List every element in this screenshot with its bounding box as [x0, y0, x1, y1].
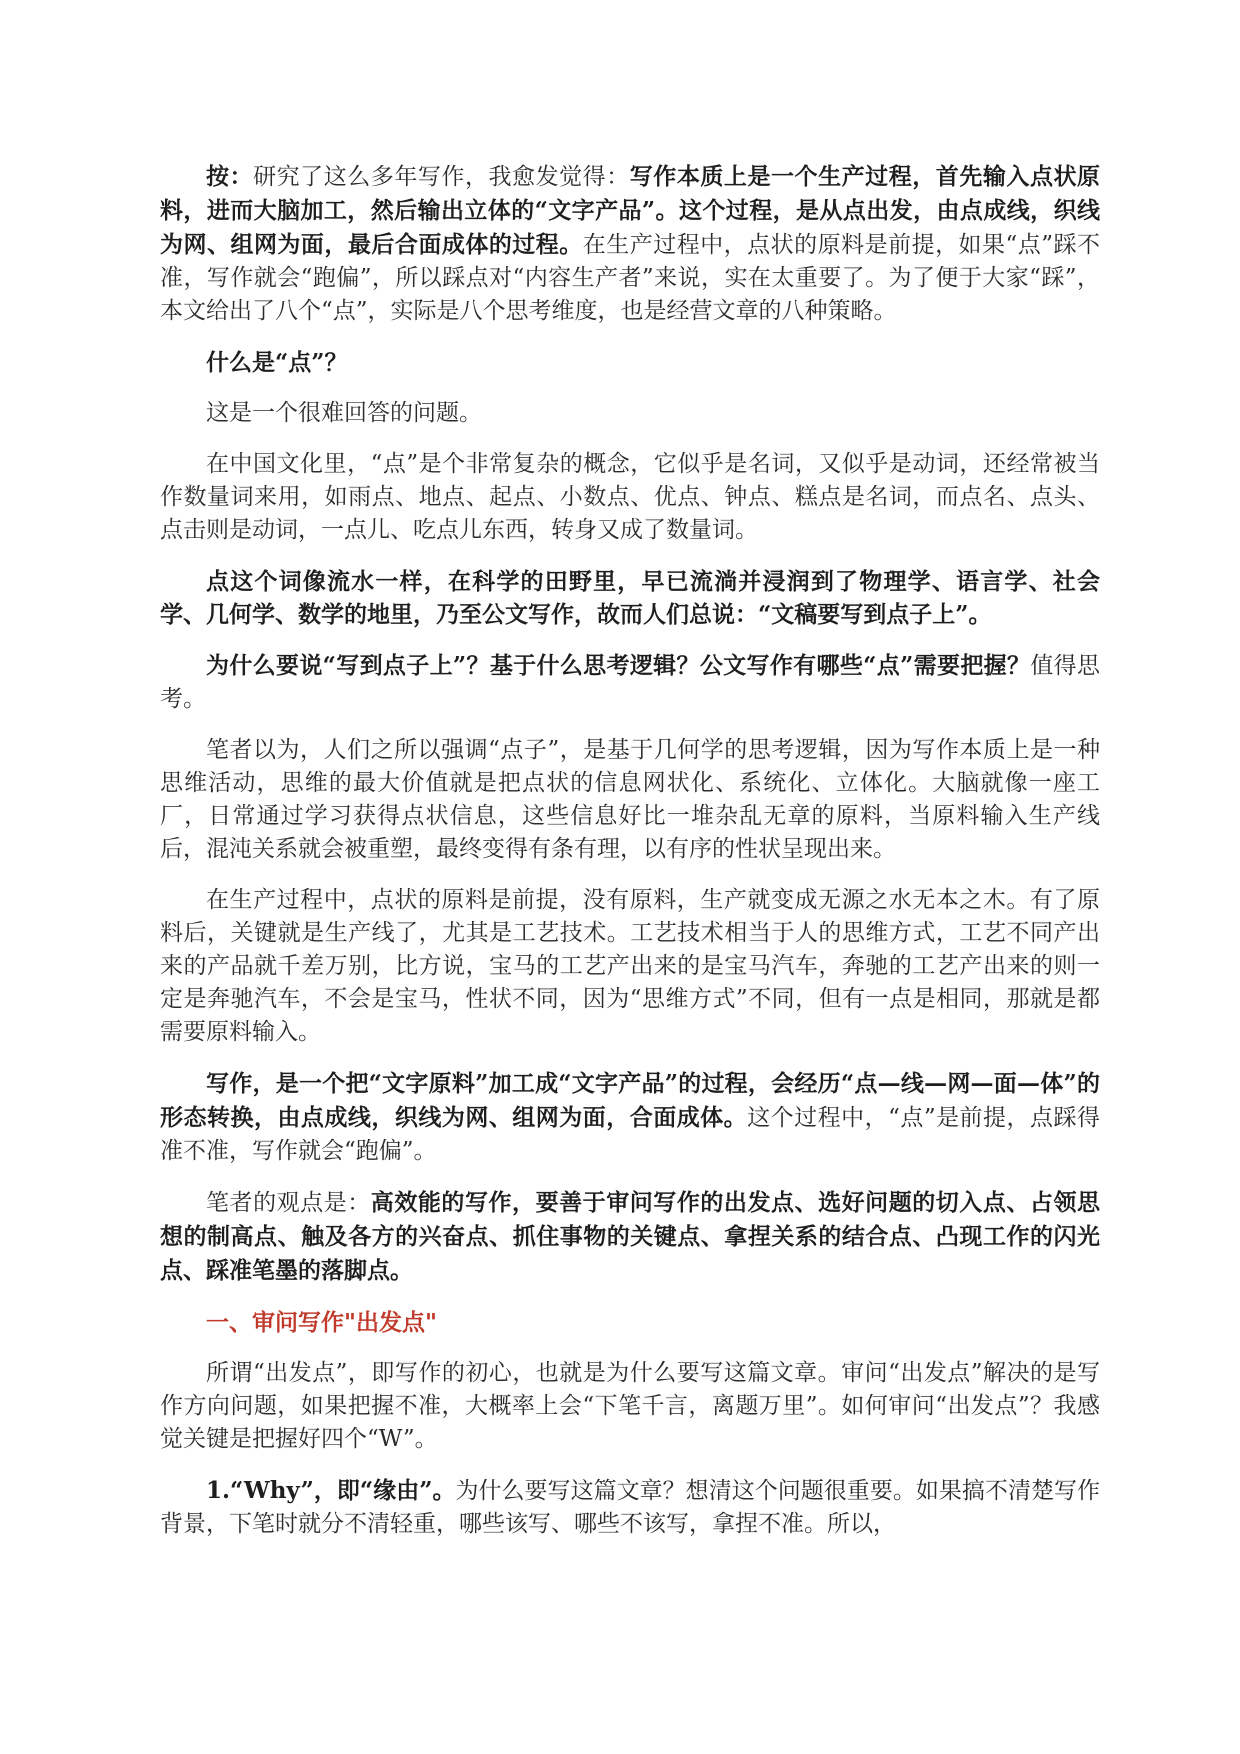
author-view-text: 笔者的观点是： [206, 1190, 371, 1216]
document-page [160, 160, 1100, 1559]
why-reason-text: 为什么要写这篇文章？想清这个问题很重要。如果搞不清楚写作背景，下笔时就分不清轻重，哪些该写、哪些不该写，拿捏不准。所以， [160, 1478, 1101, 1537]
question-what-is-point: 什么是“点”？ [206, 349, 348, 376]
editor-note-paragraph [160, 160, 1100, 328]
why-reason-bold: 1.“Why”，即“缘由”。 [206, 1477, 456, 1504]
note-bold-thesis: 写作本质上是一个生产过程，首先输入点状原料，进而大脑加工，然后输出立体的“文字产品”。这个过程，是从点出发，由点成线，织线为网、组网为面，最后合面成体的过程。 [160, 163, 1101, 258]
note-text-1: 研究了这么多年写作，我愈发觉得： [253, 164, 630, 190]
paragraph-writing-transformation [160, 1067, 1100, 1168]
transformation-bold: 写作，是一个把“文字原料”加工成“文字产品”的过程，会经历“点—线—网—面—体”的形态转换，由点成线，织线为网、组网为面，合面成体。 [160, 1070, 1100, 1131]
paragraph-production-process: 在生产过程中，点状的原料是前提，没有原料，生产就变成无源之水无本之木。有了原料后，关键就是生产线了，尤其是工艺技术。工艺技术相当于人的思维方式，工艺不同产出来的产品就千差万别，比方说，宝马的工艺产出来的是宝马汽车，奔驰的工艺产出来的则一定是奔驰汽车，不会是宝马，性状不同，因为“思维方式”不同，但有一点是相同，那就是都需要原料输入。 [160, 887, 1100, 1045]
why-point-text: 值得思考。 [160, 653, 1100, 712]
paragraph-point-like-water: 点这个词像流水一样，在科学的田野里，早已流淌并浸润到了物理学、语言学、社会学、几何学、数学的地里，乃至公文写作，故而人们总说：“文稿要写到点子上”。 [160, 568, 1100, 628]
note-lead: 按： [206, 163, 254, 190]
why-point-bold: 为什么要说“写到点子上”？基于什么思考逻辑？公文写作有哪些“点”需要把握？ [206, 652, 1031, 679]
paragraph-author-view [160, 1186, 1100, 1288]
note-text-2: 在生产过程中，点状的原料是前提，如果“点”踩不准，写作就会“跑偏”，所以踩点对“内容生产者”来说，实在太重要了。为了便于大家“踩”，本文给出了八个“点”，实际是八个思考维度，也是经营文章的八种策略。 [160, 232, 1100, 324]
paragraph-why-point [160, 649, 1100, 716]
transformation-text: 这个过程中，“点”是前提，点踩得准不准，写作就会“跑偏”。 [160, 1105, 1100, 1164]
paragraph-geometry-logic: 笔者以为，人们之所以强调“点子”，是基于几何学的思考逻辑，因为写作本质上是一种思维活动，思维的最大价值就是把点状的信息网状化、系统化、立体化。大脑就像一座工厂，日常通过学习获得点状信息，这些信息好比一堆杂乱无章的原料，当原料输入生产线后，混沌关系就会被重塑，最终变得有条有理，以有序的性状呈现出来。 [160, 737, 1100, 862]
paragraph-hard-question: 这是一个很难回答的问题。 [206, 400, 482, 426]
author-view-bold: 高效能的写作，要善于审问写作的出发点、选好问题的切入点、占领思想的制高点、触及各方的兴奋点、抓住事物的关键点、拿捏关系的结合点、凸现工作的闪光点、踩准笔墨的落脚点。 [160, 1189, 1101, 1284]
paragraph-starting-point: 所谓“出发点”，即写作的初心，也就是为什么要写这篇文章。审问“出发点”解决的是写作方向问题，如果把握不准，大概率上会“下笔千言，离题万里”。如何审问“出发点”？我感觉关键是把握好四个“W”。 [160, 1360, 1100, 1452]
paragraph-chinese-culture: 在中国文化里，“点”是个非常复杂的概念，它似乎是名词，又似乎是动词，还经常被当作数量词来用，如雨点、地点、起点、小数点、优点、钟点、糕点是名词，而点名、点头、点击则是动词，一点儿、吃点儿东西，转身又成了数量词。 [160, 451, 1100, 543]
paragraph-why-reason [160, 1474, 1100, 1541]
section-heading-1: 一、审问写作"出发点" [206, 1309, 437, 1336]
